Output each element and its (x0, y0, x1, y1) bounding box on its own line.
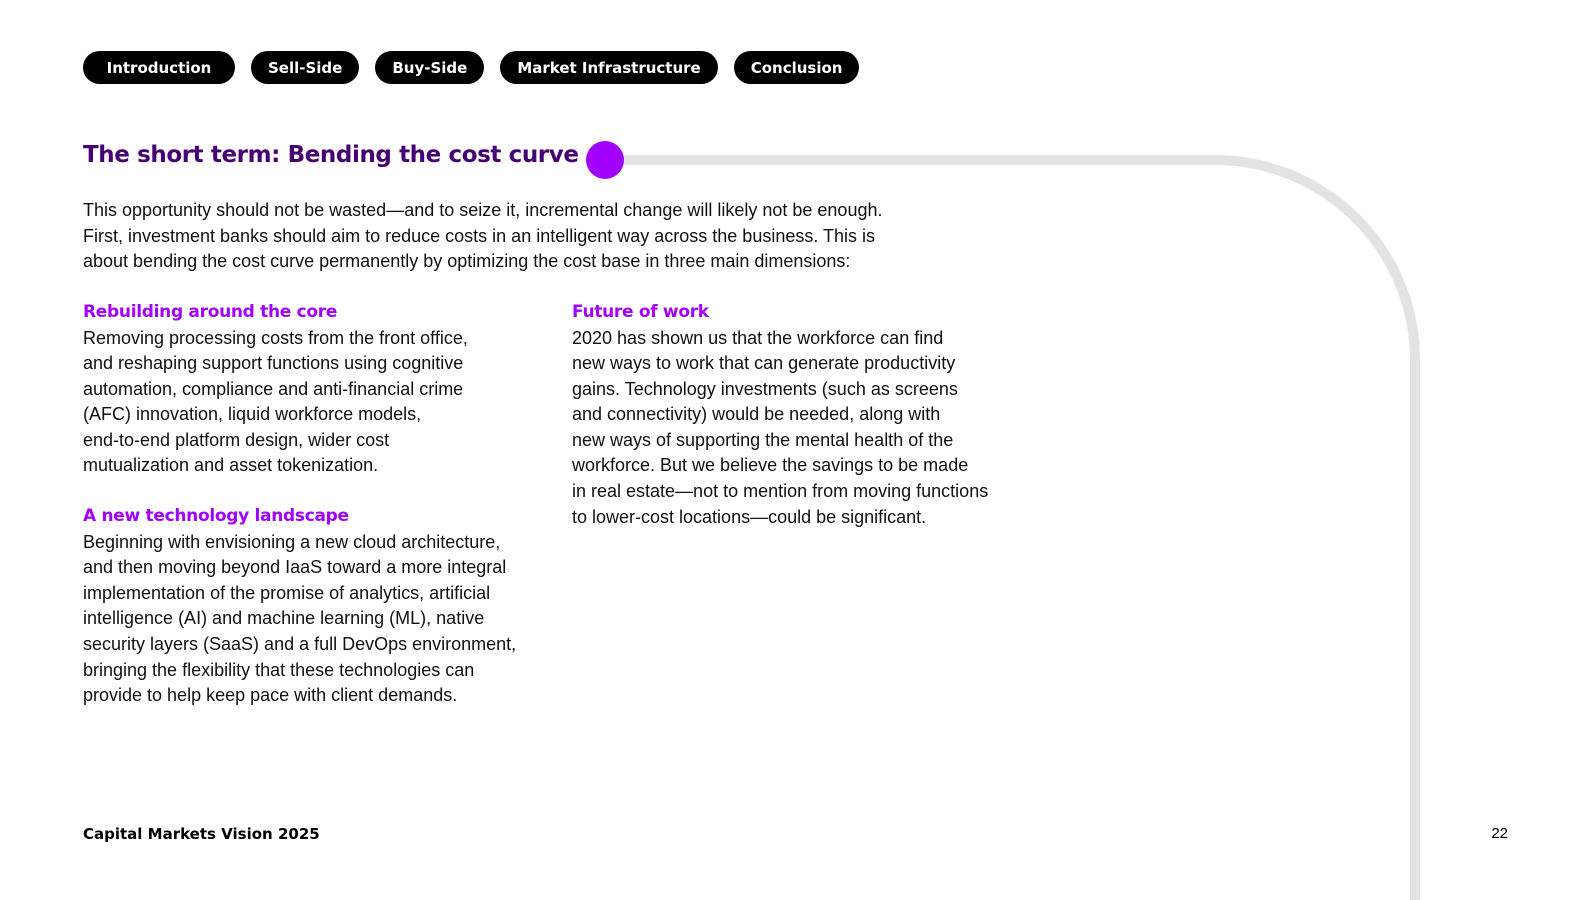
body-line: mutualization and asset tokenization. (83, 455, 379, 476)
body-line: security layers (SaaS) and a full DevOps environment, (83, 633, 517, 654)
nav-sell-side-button[interactable]: Sell-Side (251, 51, 359, 84)
intro-line: First, investment banks should aim to reduce costs in an intelligent way across the business. This is (83, 225, 876, 246)
body-line: Removing processing costs from the front office, (83, 327, 468, 348)
page-title: The short term: Bending the cost curve (83, 142, 579, 168)
body-line: new ways to work that can generate productivity (572, 353, 956, 374)
footer-title: Capital Markets Vision 2025 (83, 825, 320, 843)
body-line: intelligence (AI) and machine learning (ML), native (83, 608, 485, 629)
body-line: and reshaping support functions using cognitive (83, 353, 464, 374)
section-future-of-work (572, 300, 1042, 530)
body-line: end-to-end platform design, wider cost (83, 429, 390, 450)
left-column (83, 300, 553, 734)
section-technology-landscape (83, 504, 553, 709)
body-line: new ways of supporting the mental health of the (572, 429, 954, 450)
section-heading: A new technology landscape (83, 506, 349, 527)
section-heading: Future of work (572, 302, 709, 322)
intro-line: This opportunity should not be wasted—and to seize it, incremental change will likely not be enough. (83, 200, 883, 220)
page-number: 22 (1491, 825, 1508, 842)
body-line: (AFC) innovation, liquid workforce models, (83, 404, 422, 425)
body-line: 2020 has shown us that the workforce can find (572, 327, 944, 348)
section-heading: Rebuilding around the core (83, 302, 338, 322)
nav-market-infrastructure-button[interactable]: Market Infrastructure (500, 51, 717, 84)
body-line: provide to help keep pace with client demands. (83, 685, 458, 706)
intro-line: about bending the cost curve permanently by optimizing the cost base in three main dimensions: (83, 251, 851, 271)
body-line: to lower-cost locations—could be significant. (572, 506, 927, 527)
body-line: and connectivity) would be needed, along with (572, 404, 941, 425)
body-line: gains. Technology investments (such as screens (572, 378, 958, 399)
body-line: in real estate—not to mention from moving functions (572, 481, 989, 502)
section-body (83, 530, 553, 709)
section-body (572, 326, 1042, 531)
nav-introduction-button[interactable]: Introduction (83, 51, 235, 84)
nav-buy-side-button[interactable]: Buy-Side (375, 51, 484, 84)
body-line: workforce. But we believe the savings to be made (572, 455, 969, 476)
accent-dot (586, 141, 624, 179)
section-body (83, 326, 553, 480)
nav-conclusion-button[interactable]: Conclusion (734, 51, 860, 84)
body-line: implementation of the promise of analytics, artificial (83, 582, 491, 603)
body-line: and then moving beyond IaaS toward a more integral (83, 557, 507, 578)
section-rebuilding-core (83, 300, 553, 479)
right-column (572, 300, 1042, 555)
body-line: automation, compliance and anti-financial crime (83, 378, 464, 399)
intro-paragraph (83, 198, 983, 275)
body-line: Beginning with envisioning a new cloud architecture, (83, 531, 501, 552)
body-line: bringing the flexibility that these technologies can (83, 659, 475, 680)
